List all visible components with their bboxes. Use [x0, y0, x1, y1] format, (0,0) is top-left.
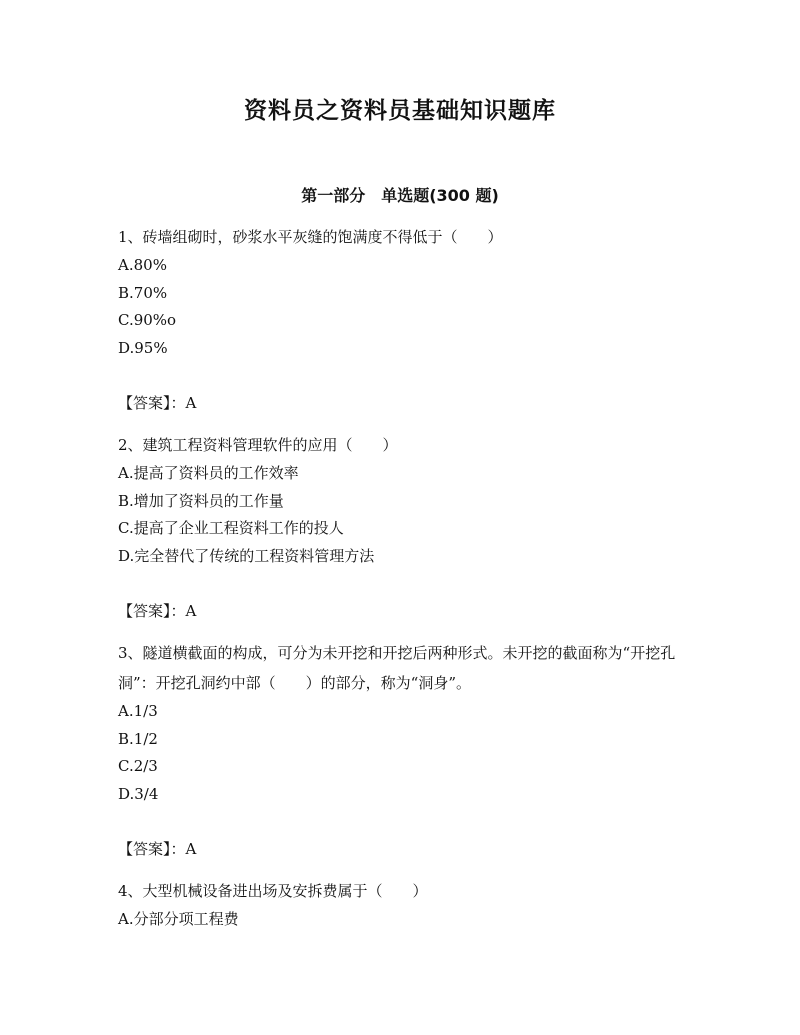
answer-line: 【答案】：A: [118, 394, 197, 412]
answer-line: 【答案】：A: [118, 602, 197, 620]
option-a: A.提高了资料员的工作效率: [118, 464, 299, 482]
option-d: D.3/4: [118, 784, 159, 803]
option-c: C.90%o: [118, 311, 177, 329]
option-d: D.95%: [118, 338, 168, 357]
question-3: [118, 638, 688, 863]
option-c: C.提高了企业工程资料工作的投人: [118, 519, 344, 537]
question-1: [118, 222, 688, 417]
option-d: D.完全替代了传统的工程资料管理方法: [118, 546, 375, 565]
option-a: A.80%: [118, 256, 167, 274]
question-list: [118, 222, 688, 947]
option-c: C.2/3: [118, 757, 158, 775]
option-a: A.1/3: [118, 702, 158, 720]
option-b: B.70%: [118, 283, 168, 302]
question-text: 2、建筑工程资料管理软件的应用（ ）: [118, 436, 398, 454]
document-title: 资料员之资料员基础知识题库: [244, 98, 556, 124]
answer-line: 【答案】：A: [118, 840, 197, 858]
option-b: B.增加了资料员的工作量: [118, 491, 284, 510]
option-a: A.分部分项工程费: [118, 910, 239, 928]
option-b: B.1/2: [118, 729, 158, 748]
question-text: 3、隧道横截面的构成，可分为未开挖和开挖后两种形式。未开挖的截面称为“开挖孔洞”：开挖孔洞约中部（ ）的部分，称为“洞身”。: [118, 644, 676, 692]
question-2: [118, 430, 688, 625]
question-text: 1、砖墙组砌时，砂浆水平灰缝的饱满度不得低于（ ）: [118, 228, 503, 246]
question-text: 4、大型机械设备进出场及安拆费属于（ ）: [118, 882, 428, 900]
section-heading: 第一部分 单选题(300 题): [301, 186, 499, 205]
question-4: [118, 876, 688, 934]
